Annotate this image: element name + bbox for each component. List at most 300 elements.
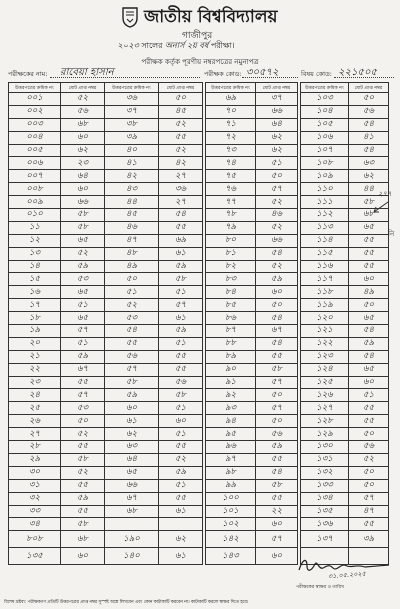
marks-cell: ৬০: [256, 548, 298, 565]
table-row: [9, 312, 389, 325]
marks-cell: ৫৯: [349, 337, 389, 350]
marks-cell: ৫৫: [159, 221, 203, 234]
marks-cell: ৫৯: [61, 260, 105, 273]
script-number-cell: ১৩৬: [301, 518, 349, 531]
table-row: [9, 196, 389, 209]
script-number-cell: ৫৮: [105, 376, 159, 389]
marks-cell: ৩৯: [349, 531, 389, 548]
script-number-cell: ৯১: [206, 376, 256, 389]
script-number-cell: ১০২: [206, 518, 256, 531]
marks-cell: ৫৩: [61, 273, 105, 286]
script-number-cell: ২৭: [9, 428, 61, 441]
script-number-cell: [105, 518, 159, 531]
table-row: [9, 389, 389, 402]
marks-cell: ৫১: [159, 428, 203, 441]
script-number-cell: ১২৩: [301, 350, 349, 363]
marks-cell: ৬৬: [256, 234, 298, 247]
script-number-cell: ৩৮: [105, 118, 159, 131]
marks-cell: ৬৩: [349, 157, 389, 170]
marks-cell: ৬৮: [61, 531, 105, 548]
marks-cell: ৫৫: [159, 131, 203, 144]
marks-cell: ৫৫: [256, 350, 298, 363]
marks-cell: ৫৪: [256, 337, 298, 350]
col-header: উত্তরপত্রের ক্রমিক নং: [301, 83, 349, 93]
margin-note-2: নি: [388, 230, 395, 238]
marks-cell: ৫৬: [61, 105, 105, 118]
script-number-cell: ৫৬: [105, 350, 159, 363]
script-number-cell: ৫৩: [105, 312, 159, 325]
marks-cell: ৬১: [159, 247, 203, 260]
table-row: [9, 260, 389, 273]
script-number-cell: ৪৪: [105, 196, 159, 209]
marks-cell: ৬০: [349, 376, 389, 389]
script-number-cell: ১৩১: [301, 453, 349, 466]
marks-cell: ৬৫: [61, 286, 105, 299]
script-number-cell: ০০৫: [9, 144, 61, 157]
exam-name-handwritten: অনার্স ২য় বর্ষ: [165, 41, 209, 50]
script-number-cell: ৯৭: [206, 453, 256, 466]
table-row: [9, 415, 389, 428]
script-number-cell: ১৩৭: [301, 531, 349, 548]
marks-cell: ৫২: [159, 453, 203, 466]
year-handwritten: ২৩: [128, 41, 139, 50]
script-number-cell: ১৩৫: [9, 548, 61, 565]
script-number-cell: ৬০: [105, 402, 159, 415]
marks-cell: ৫৭: [256, 183, 298, 196]
script-number-cell: ৪৩: [105, 183, 159, 196]
marks-cell: ৪৯: [349, 286, 389, 299]
marks-cell: ৪৬: [256, 209, 298, 222]
script-number-cell: ১৩২: [301, 466, 349, 479]
script-number-cell: ১৮: [9, 312, 61, 325]
script-number-cell: ৩৭: [105, 105, 159, 118]
table-row: [9, 157, 389, 170]
script-number-cell: ১২৯: [301, 428, 349, 441]
marks-cell: ৬১: [159, 505, 203, 518]
subject-code-line: [334, 77, 394, 78]
script-number-cell: ৯৮: [206, 466, 256, 479]
marks-cell: ৫৪: [256, 312, 298, 325]
script-number-cell: ০১০: [9, 209, 61, 222]
marks-cell: ৫২: [349, 453, 389, 466]
script-number-cell: ৮০: [206, 234, 256, 247]
marks-cell: ৫৫: [256, 492, 298, 505]
marks-cell: ৫২: [61, 247, 105, 260]
marks-cell: ৫৭: [256, 376, 298, 389]
script-number-cell: ৪৬: [105, 221, 159, 234]
script-number-cell: ২০: [9, 337, 61, 350]
marks-cell: ৪২: [159, 157, 203, 170]
marks-cell: ৬২: [349, 170, 389, 183]
table-row: [9, 479, 389, 492]
script-number-cell: ৮৫: [206, 299, 256, 312]
script-number-cell: ৯৪: [206, 415, 256, 428]
marks-cell: ৫১: [159, 286, 203, 299]
marks-cell: ৬৫: [61, 234, 105, 247]
script-number-cell: ২৫: [9, 402, 61, 415]
marks-cell: ৩৬: [159, 183, 203, 196]
script-number-cell: ০০৪: [9, 131, 61, 144]
script-number-cell: ২৩: [9, 376, 61, 389]
script-number-cell: ৬৬: [105, 479, 159, 492]
script-number-cell: ১৪০: [105, 548, 159, 565]
subject-code-value: ২২১৫০৫: [338, 67, 377, 78]
script-number-cell: ০০২: [9, 105, 61, 118]
script-number-cell: ৭১: [206, 118, 256, 131]
script-number-cell: ২৮: [9, 441, 61, 454]
marks-cell: ৫৬: [349, 105, 389, 118]
script-number-cell: ১০৪: [301, 105, 349, 118]
marks-cell: ৫৬: [349, 441, 389, 454]
marks-cell: ৬২: [256, 131, 298, 144]
marks-cell: ৫৮: [159, 389, 203, 402]
script-number-cell: ১১০: [301, 183, 349, 196]
examiner-code-value: ৩০৫৭২: [246, 67, 279, 78]
script-number-cell: ৬৭: [105, 492, 159, 505]
marks-cell: ৬২: [159, 531, 203, 548]
marks-cell: ৫০: [349, 466, 389, 479]
marks-cell: ৫৯: [159, 260, 203, 273]
table-row: [9, 286, 389, 299]
marks-cell: ৫১: [61, 299, 105, 312]
script-number-cell: ১১৬: [301, 260, 349, 273]
marks-cell: ৫০: [256, 389, 298, 402]
table-row: [9, 453, 389, 466]
marks-cell: ৫৫: [256, 453, 298, 466]
script-number-cell: ৭৭: [206, 196, 256, 209]
marks-cell: ৫৩: [61, 402, 105, 415]
marks-cell: ৫০: [61, 415, 105, 428]
marks-cell: ৬৫: [61, 312, 105, 325]
marks-cell: ৫৫: [159, 350, 203, 363]
script-number-cell: ৩৩: [9, 505, 61, 518]
script-number-cell: ৩০: [9, 466, 61, 479]
marks-cell: ৬০: [61, 548, 105, 565]
marks-cell: ৬৫: [349, 312, 389, 325]
table-row: [9, 299, 389, 312]
marks-cell: ৫৯: [159, 466, 203, 479]
script-number-cell: ১০৬: [301, 131, 349, 144]
margin-note: ২৭৭: [378, 190, 392, 198]
script-number-cell: ৫৪: [105, 325, 159, 338]
marks-cell: ৫০: [349, 428, 389, 441]
marks-cell: ৫৬: [159, 376, 203, 389]
year-prefix: ২০: [118, 41, 129, 50]
script-number-cell: ১৪৩: [206, 548, 256, 565]
marks-cell: ৫২: [159, 144, 203, 157]
script-number-cell: ১০৩: [301, 93, 349, 106]
marks-cell: ৫৮: [256, 363, 298, 376]
marks-cell: ৫৫: [349, 415, 389, 428]
marks-cell: ৫৭: [159, 299, 203, 312]
script-number-cell: ৭২: [206, 131, 256, 144]
script-number-cell: ১১৩: [301, 221, 349, 234]
script-number-cell: ১১১: [301, 196, 349, 209]
marks-cell: ৫১: [349, 389, 389, 402]
table-row: [9, 402, 389, 415]
marks-cell: ৬১: [159, 312, 203, 325]
script-number-cell: ৯৫: [206, 428, 256, 441]
marks-cell: ৩৭: [256, 93, 298, 106]
form-subtitle: পরীক্ষক কর্তৃক পূরণীয় নম্বরপত্রের নমুনাপত্র: [141, 58, 259, 66]
script-number-cell: ৬৪: [105, 453, 159, 466]
university-title: জাতীয় বিশ্ববিদ্যালয়: [144, 7, 278, 27]
script-number-cell: ১০০: [206, 492, 256, 505]
script-number-cell: ০০৮: [9, 183, 61, 196]
script-number-cell: ১৩৪: [301, 492, 349, 505]
script-number-cell: ৯২: [206, 389, 256, 402]
script-number-cell: ১১২: [301, 209, 349, 222]
script-number-cell: ৯৩: [206, 402, 256, 415]
script-number-cell: ১৩: [9, 247, 61, 260]
script-number-cell: ১২৪: [301, 363, 349, 376]
signature-date: ৩১.০৫.২০২৫: [327, 569, 367, 581]
margin-arrow-icon: [370, 200, 390, 218]
marks-cell: ৪১: [349, 131, 389, 144]
script-number-cell: ১৭: [9, 299, 61, 312]
marks-cell: ৫৮: [61, 209, 105, 222]
examiner-name-value: রাবেয়া হাসান: [60, 67, 114, 78]
script-number-cell: ৭৪: [206, 157, 256, 170]
script-number-cell: ২২: [9, 363, 61, 376]
marks-cell: ৫১: [256, 157, 298, 170]
year-suffix: পরীক্ষা।: [210, 41, 235, 50]
table-row: [9, 325, 389, 338]
table-row: [9, 234, 389, 247]
script-number-cell: ১১: [9, 221, 61, 234]
marks-cell: ৫৪: [256, 466, 298, 479]
marks-cell: ৫০: [159, 93, 203, 106]
script-number-cell: ০০৯: [9, 196, 61, 209]
marks-cell: ৪৫: [159, 105, 203, 118]
script-number-cell: ৫৭: [105, 363, 159, 376]
marks-cell: ৫২: [61, 428, 105, 441]
marks-cell: ৫২: [256, 260, 298, 273]
marks-cell: ৫০: [349, 299, 389, 312]
marks-cell: ৫৪: [349, 350, 389, 363]
marks-cell: ৫৪: [256, 247, 298, 260]
marks-cell: ৫৪: [349, 118, 389, 131]
script-number-cell: ৮৪: [206, 286, 256, 299]
marks-cell: ২২: [256, 505, 298, 518]
script-number-cell: ৯০: [206, 363, 256, 376]
marks-cell: ৫৪: [349, 144, 389, 157]
script-number-cell: ৫২: [105, 299, 159, 312]
script-number-cell: ১৩০: [301, 441, 349, 454]
university-logo-icon: [120, 6, 140, 28]
script-number-cell: ৩২: [9, 492, 61, 505]
table-row: [9, 93, 389, 106]
script-number-cell: ৮৯: [206, 350, 256, 363]
script-number-cell: ১৩৩: [301, 479, 349, 492]
marks-cell: ৬০: [61, 183, 105, 196]
marks-cell: ৬৬: [256, 105, 298, 118]
script-number-cell: ৬৯: [206, 93, 256, 106]
script-number-cell: ১২০: [301, 312, 349, 325]
marks-cell: ২৭: [159, 170, 203, 183]
col-header: উত্তরপত্রের ক্রমিক নং: [105, 83, 159, 93]
script-number-cell: ৫০: [105, 273, 159, 286]
marks-cell: ৫৫: [349, 402, 389, 415]
marks-cell: ৫৮: [256, 479, 298, 492]
marks-cell: ৫৯: [256, 273, 298, 286]
col-header: মোট প্রাপ্ত নম্বর: [256, 83, 298, 93]
marks-cell: ৫১: [61, 337, 105, 350]
marks-cell: ৫৪: [349, 325, 389, 338]
col-header: মোট প্রাপ্ত নম্বর: [61, 83, 105, 93]
table-row: [9, 131, 389, 144]
script-number-cell: ৪৫: [105, 209, 159, 222]
script-number-cell: ১২৮: [301, 415, 349, 428]
marks-cell: ৬০: [61, 131, 105, 144]
script-number-cell: ৫৫: [105, 337, 159, 350]
script-number-cell: ৪৮: [105, 247, 159, 260]
table-row: [9, 518, 389, 531]
totals-row: [9, 531, 389, 548]
script-number-cell: ৮২: [206, 260, 256, 273]
table-row: [9, 466, 389, 479]
marks-cell: ৬৪: [61, 170, 105, 183]
marks-cell: ৫৫: [61, 441, 105, 454]
script-number-cell: ১১৮: [301, 286, 349, 299]
script-number-cell: ৩১: [9, 479, 61, 492]
marks-table: [8, 82, 389, 565]
marks-cell: ৫১: [159, 337, 203, 350]
script-number-cell: ০০৩: [9, 118, 61, 131]
script-number-cell: ১২১: [301, 325, 349, 338]
signature-label: পরীক্ষকের স্বাক্ষর ও তারিখ: [296, 585, 345, 590]
marks-cell: ৬৯: [159, 234, 203, 247]
script-number-cell: ০০১: [9, 93, 61, 106]
marks-cell: ৫৫: [61, 376, 105, 389]
marks-cell: ৫৮: [61, 453, 105, 466]
marks-cell: ৫২: [61, 466, 105, 479]
marks-cell: ৫০: [349, 93, 389, 106]
table-row: [9, 350, 389, 363]
script-number-cell: ৫১: [105, 286, 159, 299]
script-number-cell: ৭৮: [206, 209, 256, 222]
marks-cell: ৬২: [61, 144, 105, 157]
script-number-cell: ৪৯: [105, 260, 159, 273]
examiner-code-label: পরীক্ষক কোড:: [204, 70, 242, 78]
script-number-cell: ১১৪: [301, 234, 349, 247]
col-header: উত্তরপত্রের ক্রমিক নং: [9, 83, 61, 93]
script-number-cell: ১১৯: [301, 299, 349, 312]
script-number-cell: ১২৭: [301, 402, 349, 415]
script-number-cell: ১৪২: [206, 531, 256, 548]
marks-cell: ৫৫: [159, 441, 203, 454]
marks-cell: ৫৬: [256, 428, 298, 441]
script-number-cell: ১১৫: [301, 247, 349, 260]
table-row: [9, 118, 389, 131]
script-number-cell: ২৯: [9, 453, 61, 466]
marks-cell: ২৩: [61, 157, 105, 170]
marks-cell: ৫৫: [159, 363, 203, 376]
table-row: [9, 428, 389, 441]
script-number-cell: ১০১: [206, 505, 256, 518]
marks-cell: ৫২: [61, 93, 105, 106]
examiner-info: [8, 66, 396, 80]
script-number-cell: ১৫: [9, 273, 61, 286]
exam-year-line: [118, 40, 235, 53]
marks-cell: ৫০: [256, 299, 298, 312]
script-number-cell: ৮০৮: [9, 531, 61, 548]
script-number-cell: ১২৬: [301, 389, 349, 402]
script-number-cell: ৭৬: [206, 183, 256, 196]
col-header: উত্তরপত্রের ক্রমিক নং: [206, 83, 256, 93]
table-row: [9, 209, 389, 222]
marks-cell: ৪৭: [349, 505, 389, 518]
script-number-cell: ৬৩: [105, 441, 159, 454]
table-row: [9, 273, 389, 286]
script-number-cell: ২৪: [9, 389, 61, 402]
marks-cell: ৫৫: [349, 247, 389, 260]
marks-cell: ৬৮: [349, 209, 389, 222]
marks-cell: ৫৫: [349, 260, 389, 273]
marks-cell: ৫৫: [61, 479, 105, 492]
marks-cell: ৫৮: [61, 221, 105, 234]
marks-cell: ৬৭: [256, 325, 298, 338]
table-row: [9, 363, 389, 376]
table-row: [9, 441, 389, 454]
marks-cell: ৫৯: [61, 492, 105, 505]
script-number-cell: ৩৪: [9, 518, 61, 531]
script-number-cell: ২৬: [9, 415, 61, 428]
table-row: [9, 337, 389, 350]
script-number-cell: ১৯: [9, 325, 61, 338]
marks-cell: ৫৯: [159, 325, 203, 338]
script-number-cell: ১২: [9, 234, 61, 247]
marks-cell: ৬০: [159, 415, 203, 428]
marks-cell: ৬৬: [61, 196, 105, 209]
script-number-cell: ৬১: [105, 415, 159, 428]
examiner-code-line: [242, 77, 298, 78]
script-number-cell: ১০৫: [301, 118, 349, 131]
marks-cell: ৫৮: [61, 518, 105, 531]
script-number-cell: ০০৬: [9, 157, 61, 170]
marks-cell: ৬৫: [349, 363, 389, 376]
script-number-cell: ০০৭: [9, 170, 61, 183]
marks-cell: ৫৭: [256, 402, 298, 415]
marks-cell: ৪৪: [349, 183, 389, 196]
marks-cell: ৬০: [349, 273, 389, 286]
marks-cell: ৬০: [256, 286, 298, 299]
script-number-cell: ৪০: [105, 144, 159, 157]
marks-cell: ৫৭: [61, 389, 105, 402]
script-number-cell: ৯৬: [206, 441, 256, 454]
script-number-cell: ১২২: [301, 337, 349, 350]
marks-cell: ৫৮: [349, 196, 389, 209]
table-row: [9, 144, 389, 157]
script-number-cell: ৯৯: [206, 479, 256, 492]
script-number-cell: ৩৯: [105, 131, 159, 144]
table-row: [9, 247, 389, 260]
script-number-cell: ১২৫: [301, 376, 349, 389]
col-header: মোট প্রাপ্ত নম্বর: [349, 83, 389, 93]
marks-cell: ৫৪: [159, 209, 203, 222]
table-row: [9, 170, 389, 183]
script-number-cell: ১০৭: [301, 144, 349, 157]
table-row: [9, 505, 389, 518]
footer-note: বিশেষ দ্রষ্টব্য: পরীক্ষকগণ প্রতিটি উত্তরপত্রের প্রাপ্ত নম্বর সুস্পষ্ট অঙ্কে লিখবেন এবং কোন কাটাকাটি করবেন না। কাটাকাটি করলে স্বাক্ষর দিতে হবে।: [4, 600, 249, 605]
script-number-cell: ১৬: [9, 286, 61, 299]
col-header: মোট প্রাপ্ত নম্বর: [159, 83, 203, 93]
marks-cell: ৬৫: [349, 221, 389, 234]
script-number-cell: ৪২: [105, 170, 159, 183]
marks-cell: ৫২: [256, 221, 298, 234]
script-number-cell: ২১: [9, 350, 61, 363]
marks-cell: ৫০: [256, 415, 298, 428]
